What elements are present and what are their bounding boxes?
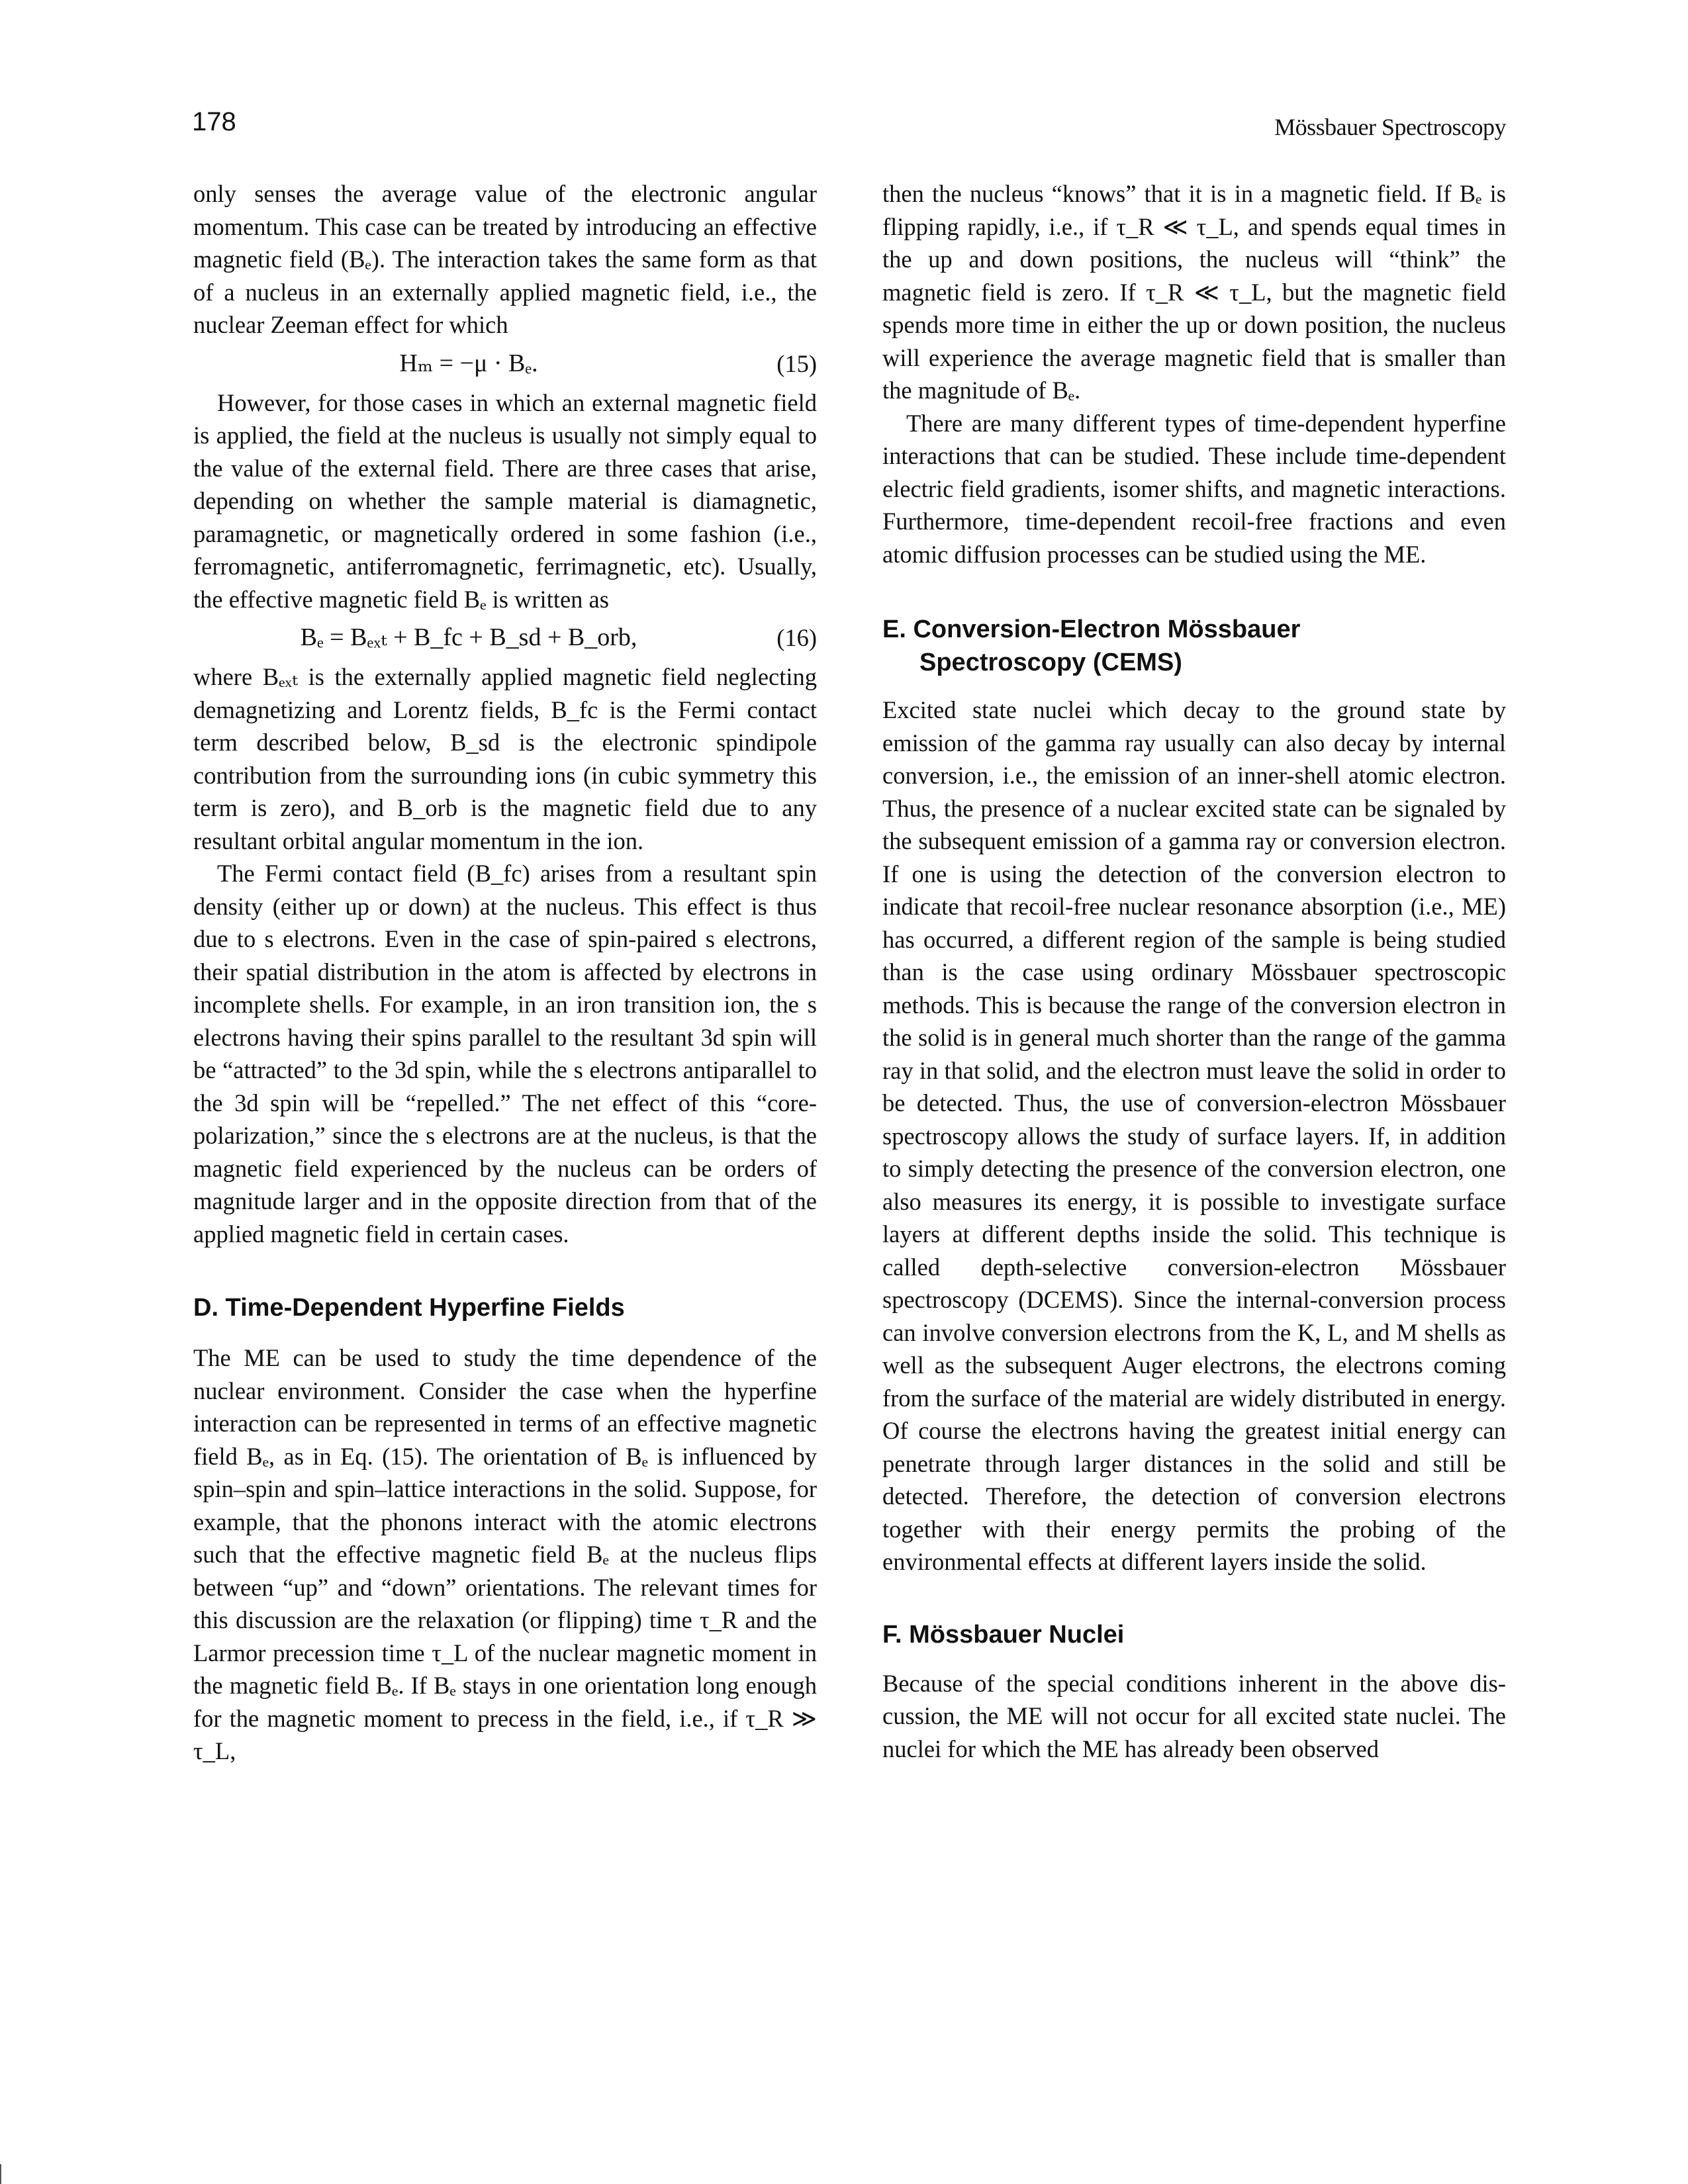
section-heading-e <box>882 613 1506 679</box>
paragraph: where Bₑₓₜ is the externally applied magnetic field neglecting demagnetizing and Lorentz fields, B_fc is the Fermi contact term described below, B_sd is the electronic spindipole contribution from the surrounding ions (in cubic symmetry this term is zero), and B_orb is the magnetic field due to any resultant orbital angular momentum in the ion. <box>193 663 817 854</box>
equation-body: Hₘ = −μ · Bₑ. <box>399 349 538 377</box>
paragraph: then the nucleus “knows” that it is in a magnetic field. If Bₑ is flipping rapidly, i.e., if τ_R ≪ τ_L, and spends equal times in the up and down positions, the nucleus will “think” the magnetic field is zero. If τ_R ≪ τ_L, but the magnetic field spends more time in either the up or down position, the nucleus will experience the average magnetic field that is smaller than the magnitude of Bₑ. <box>882 180 1506 404</box>
paragraph: Excited state nuclei which decay to the ground state by emission of the gamma ray usually can also decay by internal conversion, i.e., the emission of an inner-shell atomic electron. Thus, the presence of a nuclear excited state can be signaled by the subsequent emission of a gamma ray or conversion electron. If one is using the detection of the conversion electron to indicate that recoil-free nuclear resonance absorption (i.e., ME) has occurred, a different region of the sample is being studied than is the case using ordinary Mössbauer spectroscopic methods. This is because the range of the conversion electron in the solid is in general much shorter than the range of the gamma ray in that solid, and the electron must leave the solid in order to be detected. Thus, the use of conversion-electron Mössbauer spectroscopy allows the study of surface layers. If, in addition to simply detecting the presence of the conversion electron, one also measures its energy, it is possible to investigate surface layers at different depths inside the solid. This technique is called depth-selective conversion-electron Mössbauer spectroscopy (DCEMS). Since the internal-conversion process can involve conversion electrons from the K, L, and M shells as well as the subsequent Auger electrons, the electrons coming from the surface of the material are widely distributed in energy. Of course the electrons having the greatest initial energy can penetrate through larger distances in the solid and still be detected. Therefore, the detection of conversion electrons together with their energy permits the probing of the environmental effects at different layers inside the solid. <box>882 696 1506 1575</box>
equation-body: Bₑ = Bₑₓₜ + B_fc + B_sd + B_orb, <box>300 623 637 652</box>
equation-number: (15) <box>776 349 817 377</box>
paragraph: However, for those cases in which an external magnetic field is applied, the field at the nucleus is usually not simply equal to the value of the external field. There are three cases that arise, depending on whether the sample material is diamagnetic, paramagnetic, or magnetically ordered in some fashion (i.e., ferromagnetic, antiferromagnetic, ferrimagnetic, etc). Usually, the effective magnetic field Bₑ is written as <box>193 388 817 613</box>
section-heading-f: F. Mössbauer Nuclei <box>882 1620 1125 1649</box>
paragraph: The ME can be used to study the time dependence of the nuclear environment. Consider the case when the hyperfine interaction can be represented in terms of an effective magnetic field Bₑ, as in Eq. (15). The orientation of Bₑ is influenced by spin–spin and spin–lattice interactions in the solid. Suppose, for example, that the phonons interact with the atomic electrons such that the effective magnetic field Bₑ at the nucleus flips between “up” and “down” orientations. The relevant times for this discussion are the relaxation (or flipping) time τ_R and the Larmor precession time τ_L of the nuclear magnetic moment in the magnetic field Bₑ. If Bₑ stays in one orientation long enough for the magnetic moment to precess in the field, i.e., if τ_R ≫ τ_L, <box>193 1344 817 1764</box>
paragraph: Because of the special conditions inherent in the above discussion, the ME will not occur for all excited state nuclei. The nuclei for which the ME has already been observed <box>882 1669 1506 1762</box>
right-column <box>882 177 1506 1765</box>
left-column <box>193 177 817 1768</box>
paragraph: There are many different types of time-dependent hyperfine interactions that can be studied. These include time-dependent electric field gradients, isomer shifts, and magnetic interactions. Furthermore, time-dependent recoil-free fractions and even atomic diffusion processes can be studied using the ME. <box>882 409 1506 568</box>
section-heading-d: D. Time-Dependent Hyperfine Fields <box>193 1294 625 1322</box>
paragraph: only senses the average value of the electronic angular momentum. This case can be treated by introducing an effective magnetic field (Bₑ). The interaction takes the same form as that of a nucleus in an externally applied magnetic field, i.e., the nuclear Zeeman effect for which <box>193 180 817 338</box>
section-heading-line: Spectroscopy (CEMS) <box>919 649 1182 676</box>
equation-number: (16) <box>776 624 817 652</box>
section-heading-line: E. Conversion-Electron Mössbauer <box>882 615 1301 643</box>
running-title: Mössbauer Spectroscopy <box>1274 114 1506 140</box>
scan-edge-mark <box>0 2164 1 2184</box>
page-number: 178 <box>192 107 236 136</box>
equation-15 <box>193 343 817 385</box>
paragraph: The Fermi contact field (B_fc) arises from a resultant spin density (either up or down) at the nucleus. This effect is thus due to s electrons. Even in the case of spin-paired s electrons, their spatial distribution in the atom is affected by electrons in incomplete shells. For example, in an iron transition ion, the s electrons having their spins parallel to the resultant 3d spin will be “attracted” to the 3d spin, while the s electrons antiparallel to the 3d spin will be “repelled.” The net effect of this “core-polarization,” since the s electrons are at the nucleus, is that the magnetic field experienced by the nucleus can be orders of magnitude larger and in the opposite direction from that of the applied magnetic field in certain cases. <box>193 860 817 1248</box>
equation-16 <box>193 617 817 659</box>
